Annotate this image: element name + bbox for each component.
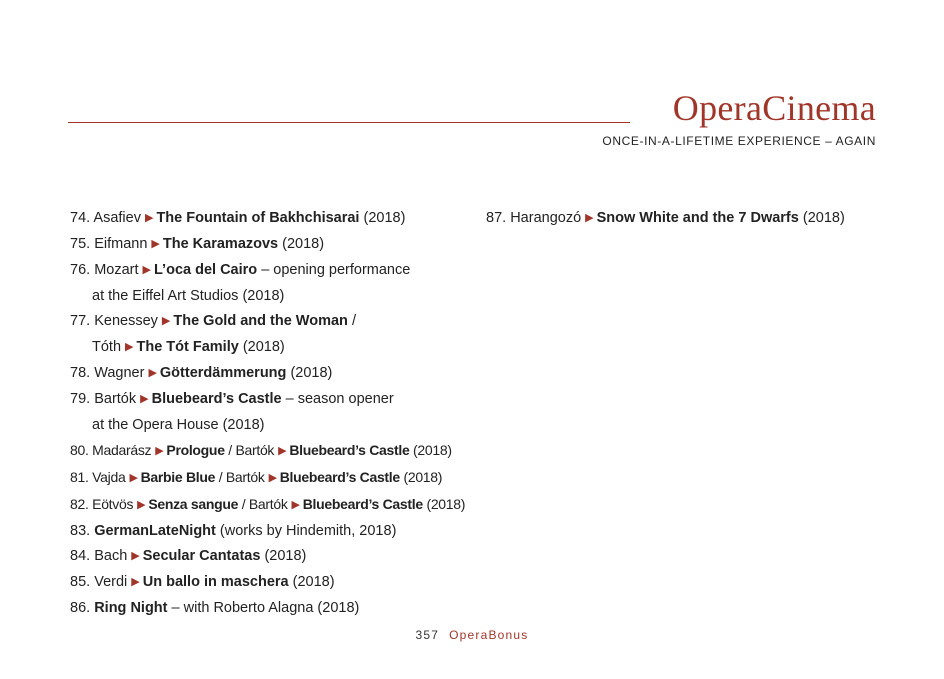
play-arrow-icon: ▶ xyxy=(131,576,140,588)
list-item: 85. Verdi ▶ Un ballo in maschera (2018) xyxy=(70,574,335,590)
play-arrow-icon: ▶ xyxy=(148,367,157,379)
section-name: OperaBonus xyxy=(449,628,529,642)
page-footer xyxy=(0,628,944,642)
list-item: 77. Kenessey ▶ The Gold and the Woman / Tóth ▶ The Tót Family (2018) xyxy=(70,313,356,355)
list-item: 87. Harangozó ▶ Snow White and the 7 Dwarfs (2018) xyxy=(486,210,845,226)
play-arrow-icon: ▶ xyxy=(161,315,171,327)
list-item: 79. Bartók ▶ Bluebeard’s Castle – season opener at the Opera House (2018) xyxy=(70,391,394,433)
list-item: 82. Eötvös ▶ Senza sangue / Bartók ▶ Bluebeard’s Castle (2018) xyxy=(70,496,466,512)
entries-left-column xyxy=(70,206,470,621)
play-arrow-icon: ▶ xyxy=(125,341,134,353)
brand-title: OperaCinema xyxy=(672,88,876,128)
list-item: 84. Bach ▶ Secular Cantatas (2018) xyxy=(70,548,307,564)
play-arrow-icon: ▶ xyxy=(131,550,140,562)
play-arrow-icon: ▶ xyxy=(151,238,160,250)
page-number: 357 xyxy=(415,628,440,642)
header-rule xyxy=(68,122,630,123)
list-item: 86. Ring Night – with Roberto Alagna (2018) xyxy=(70,600,360,616)
play-arrow-icon: ▶ xyxy=(144,212,154,224)
list-item: 76. Mozart ▶ L’oca del Cairo – opening performance at the Eiffel Art Studios (2018) xyxy=(70,262,411,304)
list-item: 75. Eifmann ▶ The Karamazovs (2018) xyxy=(70,236,325,252)
play-arrow-icon: ▶ xyxy=(278,445,287,457)
list-item: 78. Wagner ▶ Götterdämmerung (2018) xyxy=(70,365,333,381)
play-arrow-icon: ▶ xyxy=(137,499,146,511)
play-arrow-icon: ▶ xyxy=(291,499,300,511)
play-arrow-icon: ▶ xyxy=(142,264,151,276)
list-item: 81. Vajda ▶ Barbie Blue / Bartók ▶ Bluebeard’s Castle (2018) xyxy=(70,469,443,485)
play-arrow-icon: ▶ xyxy=(268,472,277,484)
brand-tagline: ONCE-IN-A-LIFETIME EXPERIENCE – AGAIN xyxy=(602,134,876,148)
play-arrow-icon: ▶ xyxy=(129,472,138,484)
entries-right-column xyxy=(486,206,886,232)
list-item: 80. Madarász ▶ Prologue / Bartók ▶ Bluebeard’s Castle (2018) xyxy=(70,442,452,458)
list-item: 74. Asafiev ▶ The Fountain of Bakhchisarai (2018) xyxy=(70,210,406,226)
list-item: 83. GermanLateNight (works by Hindemith, 2018) xyxy=(70,523,397,539)
play-arrow-icon: ▶ xyxy=(585,212,594,224)
play-arrow-icon: ▶ xyxy=(155,445,164,457)
play-arrow-icon: ▶ xyxy=(140,393,149,405)
brand-block xyxy=(602,88,876,148)
